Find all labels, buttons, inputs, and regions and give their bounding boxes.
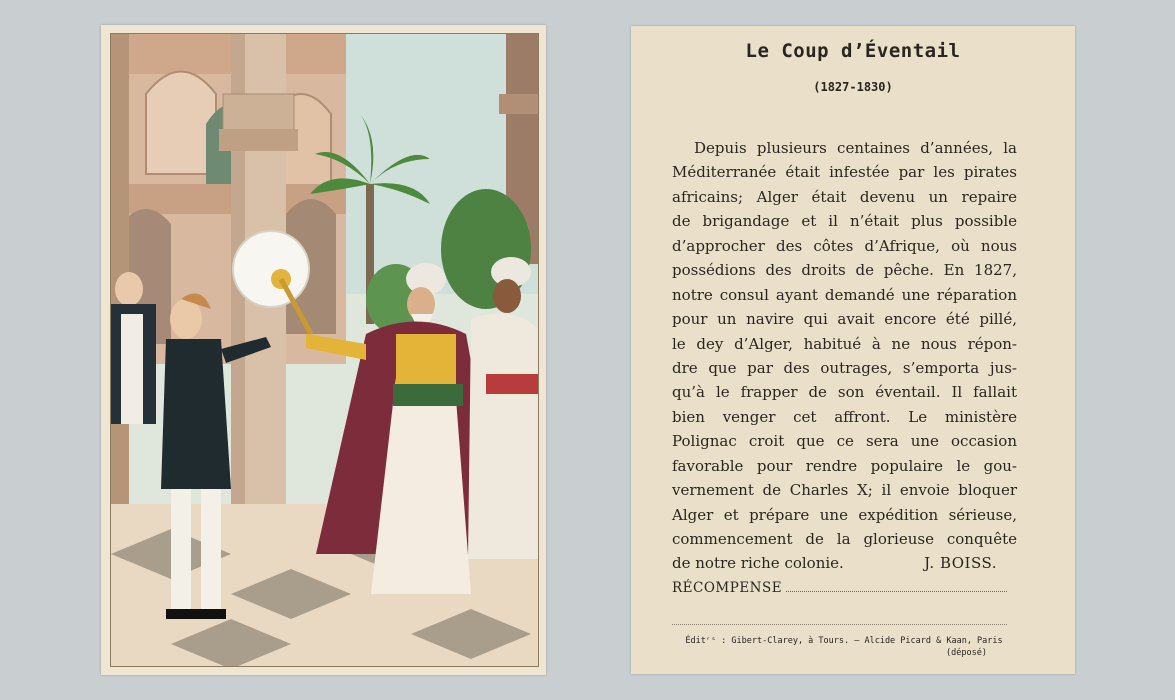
- illustrated-card: [101, 25, 546, 675]
- text-line: possédions des droits de pêche. En 1827,: [672, 261, 1017, 280]
- text-line: vernement de Charles X; il envoie bloquer: [672, 481, 1017, 500]
- author-signature: J. BOISS.: [924, 554, 997, 573]
- text-line: le dey d’Alger, habitué à ne nous répon-: [672, 334, 1017, 353]
- reward-label: RÉCOMPENSE: [672, 580, 783, 596]
- text-line: dre que par des outrages, s’emporta jus-: [672, 358, 1017, 377]
- text-line: Depuis plusieurs centaines d’années, la: [694, 139, 1017, 157]
- text-line: qu’à le frapper de son éventail. Il fallait: [672, 383, 1017, 402]
- text-line: de brigandage et il n’était plus possible: [672, 212, 1017, 231]
- text-line: pour un navire qui avait encore été pillé,: [672, 310, 1017, 329]
- reward-field: [672, 579, 1007, 596]
- illustration: [110, 33, 539, 667]
- text-line: notre consul ayant demandé une réparation: [672, 285, 1017, 304]
- text-line: favorable pour rendre populaire le gou-: [672, 456, 1017, 475]
- divider: [672, 624, 1007, 625]
- publisher-line: Éditʳˢ : Gibert-Clarey, à Tours. — Alcide Picard & Kaan, Paris: [685, 636, 1003, 646]
- story-text: [672, 136, 1017, 576]
- text-line: bien venger cet affront. Le ministère: [672, 407, 1017, 426]
- depose-mark: (déposé): [946, 648, 987, 658]
- text-line: Alger et prépare une expédition sérieuse,: [672, 505, 1017, 524]
- text-line: Méditerranée était infestée par les pirates: [672, 163, 1017, 182]
- text-line-last: [672, 551, 1017, 575]
- card-title: Le Coup d’Éventail: [745, 40, 961, 62]
- text-line: commencement de la glorieuse conquête: [672, 530, 1017, 548]
- text-line: africains; Alger était devenu un repaire: [672, 187, 1017, 206]
- closing-text: de notre riche colonie.: [672, 554, 844, 573]
- reward-dotted-line: [786, 579, 1007, 592]
- text-line: Polignac croit que ce sera une occasion: [672, 432, 1017, 451]
- card-dates: (1827-1830): [813, 80, 893, 94]
- text-line: d’approcher des côtes d’Afrique, où nous: [672, 236, 1017, 255]
- text-card: [631, 26, 1075, 674]
